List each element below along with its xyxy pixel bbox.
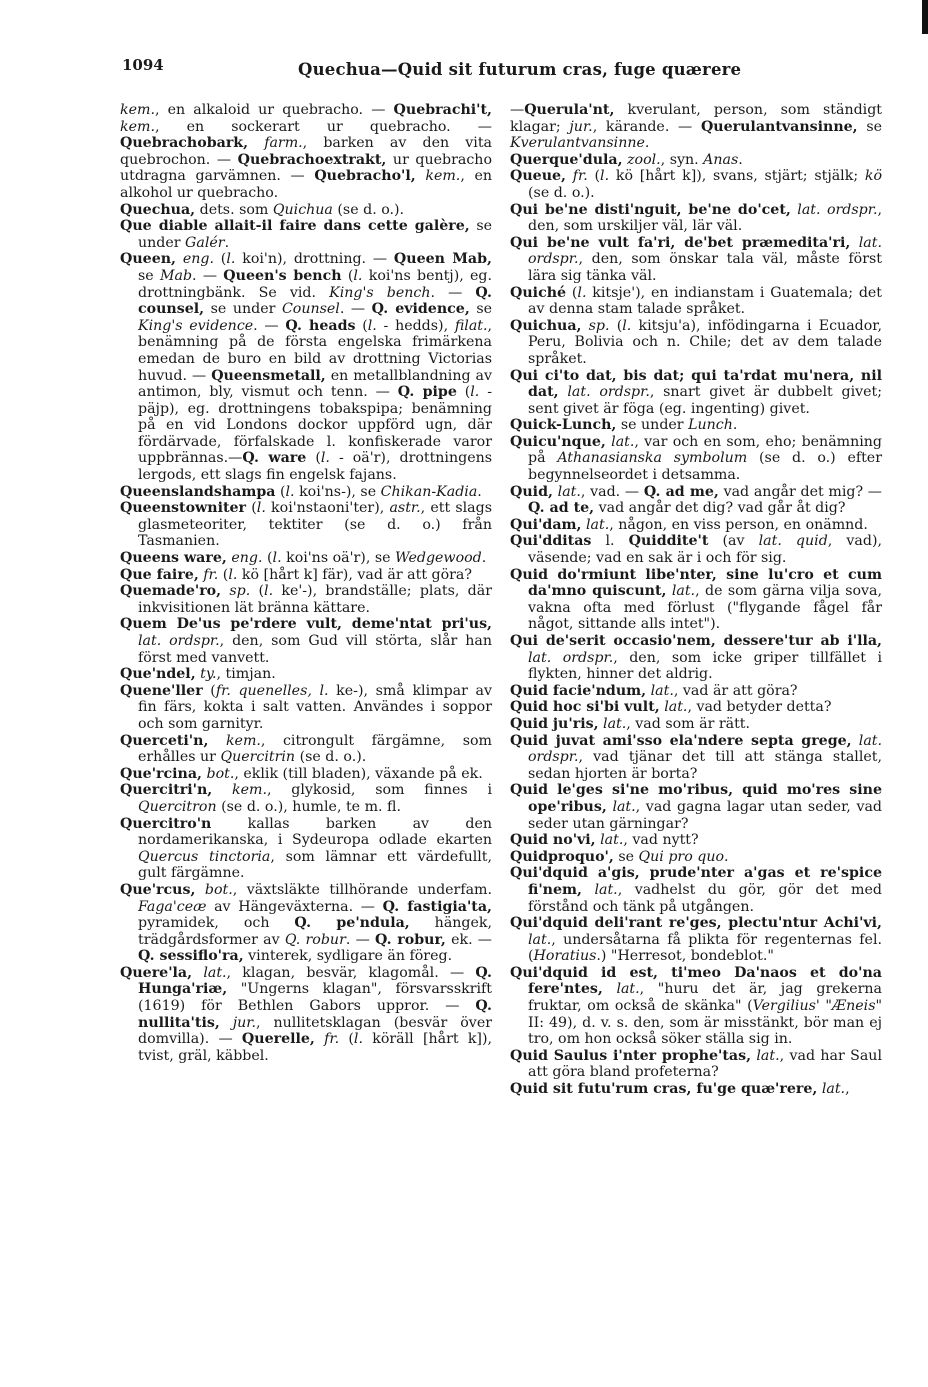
dictionary-entry: Quid, lat., vad. — Q. ad me, vad angår det mig? — Q. ad te, vad angår det dig? vad går åt dig? (510, 483, 882, 517)
dictionary-entry: Quemade'ro, sp. (l. ke'-), brandställe; plats, där inkvisitionen lät bränna kättare. (120, 583, 493, 616)
dictionary-entry: Qui be'ne disti'nguit, be'ne do'cet, lat. ordspr., den, som urskiljer väl, lär väl. (510, 201, 882, 235)
right-column (510, 102, 882, 1098)
dictionary-entry: Quercitro'n kallas barken av den nordamerikanska, i Sydeuropa odlade ekarten Quercus tinctoria, som lämnar ett värdefullt, gult färgämne. (120, 815, 492, 882)
dictionary-entry: Qui ci'to dat, bis dat; qui ta'rdat mu'nera, nil dat, lat. ordspr., snart givet är dubbelt givet; sent givet är föga (eg. ingenting) givet. (510, 367, 883, 417)
dictionary-entry: Quid ju'ris, lat., vad som är rätt. (510, 715, 751, 732)
dictionary-entry: Quere'la, lat., klagan, besvär, klagomål. — Q. Hunga'riæ, "Ungerns klagan", försvarsskrift (1619) för Bethlen Gabors uppror. — Q. nullita'tis, jur., nullitetsklagan (besvär över domvilla). — Querelle, fr. (l. köräll [hårt k]), tvist, gräl, käbbel. (120, 964, 493, 1064)
dictionary-entry: Quid hoc si'bi vult, lat., vad betyder detta? (510, 699, 832, 716)
dictionary-entry: —Querula'nt, kverulant, person, som ständigt klagar; jur., kärande. — Querulantvansinne, se Kverulantvansinne. (510, 102, 882, 152)
dictionary-entry: Qui de'serit occasio'nem, dessere'tur ab i'lla, lat. ordspr., den, som icke griper tillfället i flykten, hinner det aldrig. (510, 633, 883, 683)
dictionary-entry: Quechua, dets. som Quichua (se d. o.). (120, 201, 405, 218)
dictionary-entry: Que'rcus, bot., växtsläkte tillhörande underfam. Faga'ceæ av Hängeväxterna. — Q. fastigia'ta, pyramidek, och Q. pe'ndula, hängek, trädgårdsformer av Q. robur. — Q. robur, ek. — Q. sessiflo'ra, vinterek, sydligare än föreg. (120, 881, 493, 965)
dictionary-entry: kem., en alkaloid ur quebracho. — Quebrachi't, kem., en sockerart ur quebracho. — Quebrachobark, farm., barken av den vita quebrochon. — Quebrachoextrakt, ur quebracho utdragna garvämnen. — Quebracho'l, kem., en alkohol ur quebracho. (120, 102, 492, 201)
dictionary-entry: Quick-Lunch, se under Lunch. (510, 417, 738, 434)
page-number: 1094 (122, 56, 164, 74)
dictionary-entry: Quiché (l. kitsje'), en indianstam i Guatemala; det av denna stam talade språket. (510, 284, 882, 318)
dictionary-entry: Quid no'vi, lat., vad nytt? (510, 832, 699, 849)
left-column (120, 102, 492, 1064)
dictionary-entry: Que'rcina, bot., eklik (till bladen), växande på ek. (120, 765, 483, 782)
dictionary-entry: Querceti'n, kem., citrongult färgämne, som erhålles ur Quercitrin (se d. o.). (120, 732, 492, 766)
dictionary-entry: Quid juvat ami'sso ela'ndere septa grege, lat. ordspr., vad tjänar det till att stänga stallet, sedan hjorten är borta? (510, 732, 882, 782)
dictionary-entry: Querque'dula, zool., syn. Anas. (510, 151, 743, 168)
dictionary-entry: Queenstowniter (l. koi'nstaoni'ter), astr., ett slags glasmeteoriter, tektiter (se d. o.) från Tasmanien. (120, 500, 493, 550)
dictionary-entry: Quercitri'n, kem., glykosid, som finnes i Quercitron (se d. o.), humle, te m. fl. (120, 782, 492, 815)
dictionary-entry: Quene'ller (fr. quenelles, l. ke-), små klimpar av fin färs, kokta i salt vatten. Användes i soppor och som garnityr. (120, 682, 492, 732)
scan-edge-mark (922, 0, 928, 34)
dictionary-entry: Que diable allait-il faire dans cette galère, se under Galér. (120, 218, 493, 251)
dictionary-entry: Qui'dquid a'gis, prude'nter a'gas et re'spice fi'nem, lat., vadhelst du gör, gör det med förstånd och tänk på utgången. (510, 865, 882, 915)
dictionary-entry: Quid do'rmiunt libe'nter, sine lu'cro et cum da'mno quiscunt, lat., de som gärna vilja sova, vakna ofta med förlust ("flygande fågel får något, sittande alls intet"). (510, 566, 883, 633)
dictionary-entry: Quidproquo', se Qui pro quo. (510, 848, 729, 865)
dictionary-entry: Qui'dquid deli'rant re'ges, plectu'ntur Achi'vi, lat., undersåtarna få plikta för regenternas fel. (Horatius.) "Herresot, bondeblot." (510, 915, 882, 965)
dictionary-entry: Quem De'us pe'rdere vult, deme'ntat pri'us, lat. ordspr., den, som Gud vill störta, slår han först med vanvett. (120, 616, 492, 666)
dictionary-entry: Queen, eng. (l. koi'n), drottning. — Queen Mab, se Mab. — Queen's bench (l. koi'ns bentj), eg. drottningbänk. Se vid. King's bench. — Q. counsel, se under Counsel. — Q. evidence, se King's evidence. — Q. heads (l. - hedds), filat., benämning på de första engelska frimärkena emedan de buro en bild av drottning Victorias huvud. — Queensmetall, en metallblandning av antimon, bly, vismut och tenn. — Q. pipe (l. - päjp), eg. drottningens tobakspipa; benämning på en vid Londons dockor uppförd ugn, där fördärvade, förfalskade l. konfiskerade varor uppbrännas.—Q. ware (l. - oä'r), drottningens lergods, ett slags fin engelsk fajans. (120, 251, 493, 484)
dictionary-entry: Que'ndel, ty., timjan. (120, 666, 276, 683)
dictionary-entry: Queenslandshampa (l. koi'ns-), se Chikan-Kadia. (120, 483, 482, 500)
dictionary-entry: Quid Saulus i'nter prophe'tas, lat., vad har Saul att göra bland profeterna? (510, 1047, 882, 1081)
dictionary-entry: Qui'dquid id est, ti'meo Da'naos et do'na fere'ntes, lat., "huru det är, jag grekerna fruktar, om också de skänka" (Vergilius' "Æneis" II: 49), d. v. s. den, som är misstänkt, bör man ej tro, om hon också söker ställa sig in. (510, 964, 882, 1048)
dictionary-entry: Quid sit futu'rum cras, fu'ge quæ'rere, lat., (510, 1081, 850, 1098)
dictionary-entry: Queue, fr. (l. kö [hårt k]), svans, stjärt; stjälk; kö (se d. o.). (510, 168, 882, 201)
dictionary-entry: Quicu'nque, lat., var och en som, eho; benämning på Athanasianska symbolum (se d. o.) efter begynnelseordet i detsamma. (510, 433, 883, 484)
dictionary-entry: Queens ware, eng. (l. koi'ns oä'r), se Wedgewood. (120, 550, 487, 567)
dictionary-entry: Qui be'ne vult fa'ri, de'bet præmedita'ri, lat. ordspr., den, som önskar tala väl, måste först lära sig tänka väl. (510, 234, 882, 284)
running-head: Quechua—Quid sit futurum cras, fuge quærere (298, 60, 742, 79)
dictionary-entry: Quichua, sp. (l. kitsju'a), infödingarna i Ecuador, Peru, Bolivia och n. Chile; det av dem talade språket. (510, 317, 883, 367)
dictionary-entry: Qui'dditas l. Quiddite't (av lat. quid, vad), väsende; vad en sak är i och för sig. (510, 533, 882, 567)
dictionary-entry: Que faire, fr. (l. kö [hårt k] fär), vad är att göra? (120, 566, 473, 583)
dictionary-entry: Qui'dam, lat., någon, en viss person, en onämnd. (510, 516, 868, 533)
dictionary-entry: Quid le'ges si'ne mo'ribus, quid mo'res sine ope'ribus, lat., vad gagna lagar utan seder, vad seder utan gärningar? (510, 782, 882, 832)
dictionary-entry: Quid facie'ndum, lat., vad är att göra? (510, 682, 798, 699)
